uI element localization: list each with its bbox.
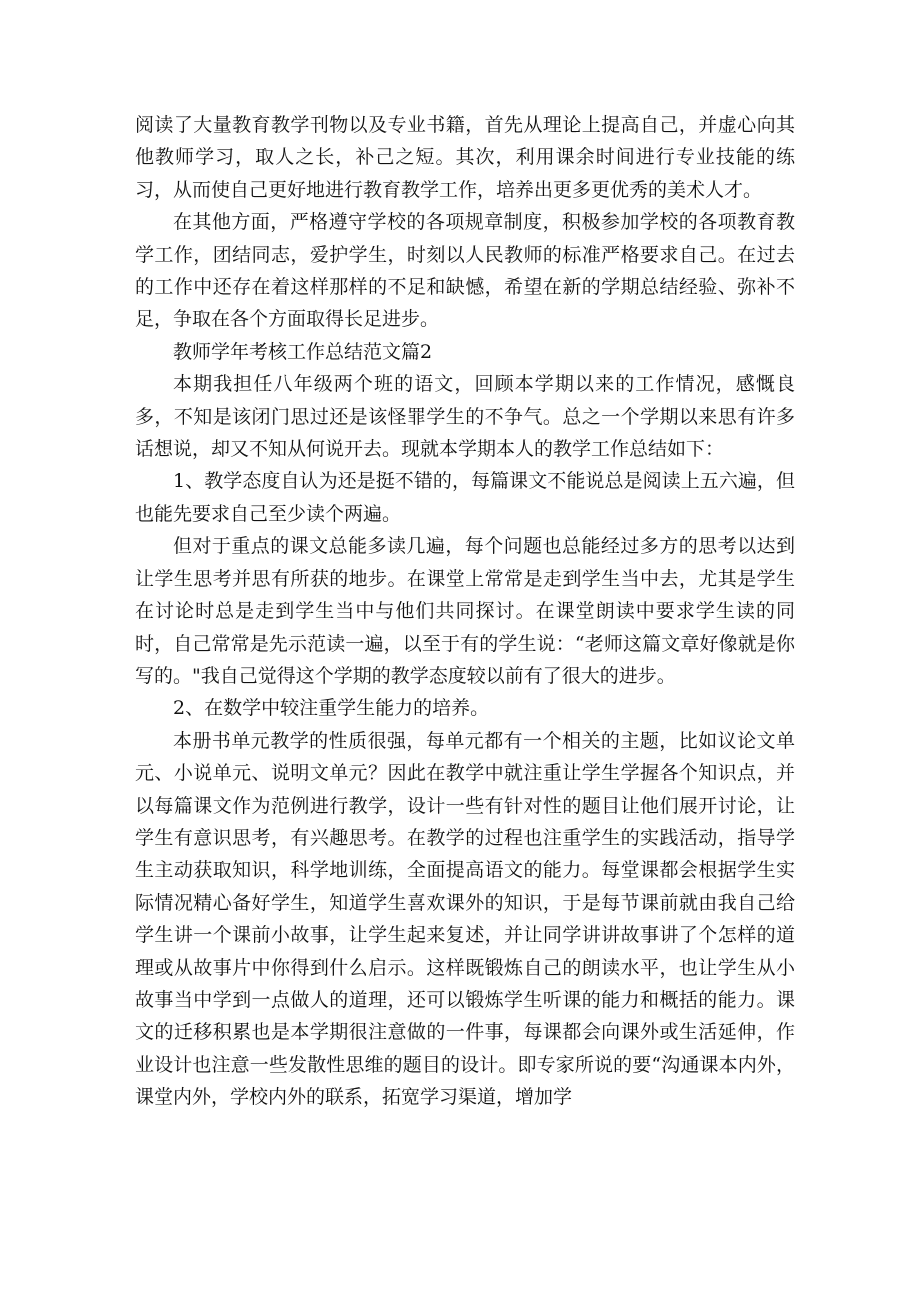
paragraph-3: 本期我担任八年级两个班的语文，回顾本学期以来的工作情况，感慨良多，不知是该闭门思过还是该怪罪学生的不争气。总之一个学期以来思有许多话想说，却又不知从何说开去。现就本学期本人的教学工作总结如下： xyxy=(135,373,795,461)
paragraph-4: 1、教学态度自认为还是挺不错的，每篇课文不能说总是阅读上五六遍，但也能先要求自己至少读个两遍。 xyxy=(135,470,795,525)
document-body xyxy=(135,109,795,1114)
paragraph-5: 但对于重点的课文总能多读几遍，每个问题也总能经过多方的思考以达到让学生思考并思有所获的地步。在课堂上常常是走到学生当中去，尤其是学生在讨论时总是走到学生当中与他们共同探讨。在课堂朗读中要求学生读的同时，自己常常是先示范读一遍，以至于有的学生说：“老师这篇文章好像就是你写的。"我自己觉得这个学期的教学态度较以前有了很大的进步。 xyxy=(135,535,795,687)
paragraph-6: 2、在数学中较注重学生能力的培养。 xyxy=(173,697,490,720)
paragraph-1: 阅读了大量教育教学刊物以及专业书籍，首先从理论上提高自己，并虚心向其他教师学习，取人之长，补己之短。其次，利用课余时间进行专业技能的练习，从而使自己更好地进行教育教学工作，培养出更多更优秀的美术人才。 xyxy=(135,114,795,201)
section-heading: 教师学年考核工作总结范文篇2 xyxy=(173,340,433,363)
paragraph-7: 本册书单元教学的性质很强，每单元都有一个相关的主题，比如议论文单元、小说单元、说明文单元？因此在教学中就注重让学生学握各个知识点，并以每篇课文作为范例进行教学，设计一些有针对性的题目让他们展开讨论，让学生有意识思考，有兴趣思考。在教学的过程也注重学生的实践活动，指导学生主动获取知识，科学地训练，全面提高语文的能力。每堂课都会根据学生实际情况精心备好学生，知道学生喜欢课外的知识，于是每节课前就由我自己给学生讲一个课前小故事，让学生起来复述，并让同学讲讲故事讲了个怎样的道理或从故事片中你得到什么启示。这样既锻炼自己的朗读水平，也让学生从小故事当中学到一点做人的道理，还可以锻炼学生听课的能力和概括的能力。课文的迁移积累也是本学期很注意做的一件事，每课都会向课外或生活延伸，作业设计也注意一些发散性思维的题目的设计。即专家所说的要“沟通课本内外，课堂内外，学校内外的联系，拓宽学习渠道，增加学 xyxy=(135,729,795,1109)
paragraph-2: 在其他方面，严格遵守学校的各项规章制度，积极参加学校的各项教育教学工作，团结同志，爱护学生，时刻以人民教师的标准严格要求自己。在过去的工作中还存在着这样那样的不足和缺憾，希望在新的学期总结经验、弥补不足，争取在各个方面取得长足进步。 xyxy=(135,211,795,331)
